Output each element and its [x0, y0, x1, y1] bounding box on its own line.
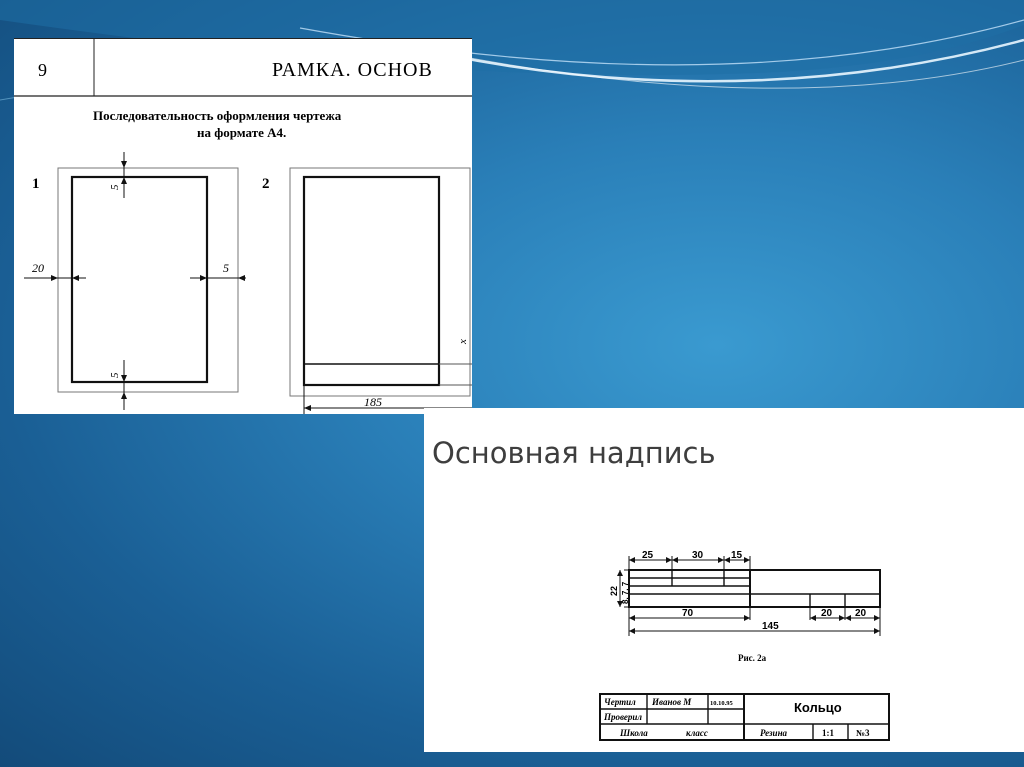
- class-label: класс: [686, 728, 708, 738]
- drew-date: 10.10.95: [710, 700, 733, 707]
- dim-right-5: 5: [223, 261, 229, 275]
- caption-line-1: Последовательность оформления чертежа: [93, 108, 342, 123]
- dim-20-b: 20: [855, 608, 867, 619]
- dim-left-20: 20: [32, 261, 44, 275]
- dim-145: 145: [762, 621, 779, 632]
- dim-30: 30: [692, 550, 704, 561]
- step-2-label: 2: [262, 176, 270, 192]
- step-1-label: 1: [32, 176, 40, 192]
- dim-top-5: 5: [109, 184, 121, 190]
- figure-caption: Рис. 2а: [738, 653, 767, 663]
- sheet-outline-2: [290, 168, 470, 396]
- dim-15: 15: [731, 550, 743, 561]
- slide-heading: Основная надпись: [432, 436, 716, 470]
- drew-name: Иванов М: [652, 697, 692, 707]
- sheet-header-title: РАМКА. ОСНОВ: [272, 59, 433, 81]
- svg-text:x: x: [457, 339, 469, 344]
- frame-1: [72, 177, 207, 382]
- dim-bottom-5: 5: [109, 372, 121, 378]
- drew-label: Чертил: [604, 697, 636, 707]
- caption-line-2: на формате А4.: [197, 125, 287, 140]
- part-name: Кольцо: [794, 700, 842, 715]
- scale-label: 1:1: [822, 728, 834, 738]
- sheet-outline-1: [58, 168, 238, 392]
- title-block-dimension-drawing: [424, 408, 1024, 752]
- sheet-number-label: №3: [856, 728, 870, 738]
- dim-20-a: 20: [821, 608, 833, 619]
- dim-8-7-7: 8, 7, 7: [621, 581, 630, 604]
- school-label: Школа: [620, 728, 648, 738]
- dim-25: 25: [642, 550, 654, 561]
- a4-frame-scan: [14, 38, 472, 414]
- dim-width-185: 185: [364, 395, 382, 409]
- checked-label: Проверил: [604, 712, 643, 722]
- page-number: 9: [38, 60, 47, 80]
- frame-2: [304, 177, 439, 385]
- dim-22: 22: [609, 585, 619, 596]
- title-block-panel: [424, 408, 1024, 752]
- material-label: Резина: [760, 728, 788, 738]
- dim-70: 70: [682, 608, 694, 619]
- a4-frame-drawing: [14, 38, 472, 414]
